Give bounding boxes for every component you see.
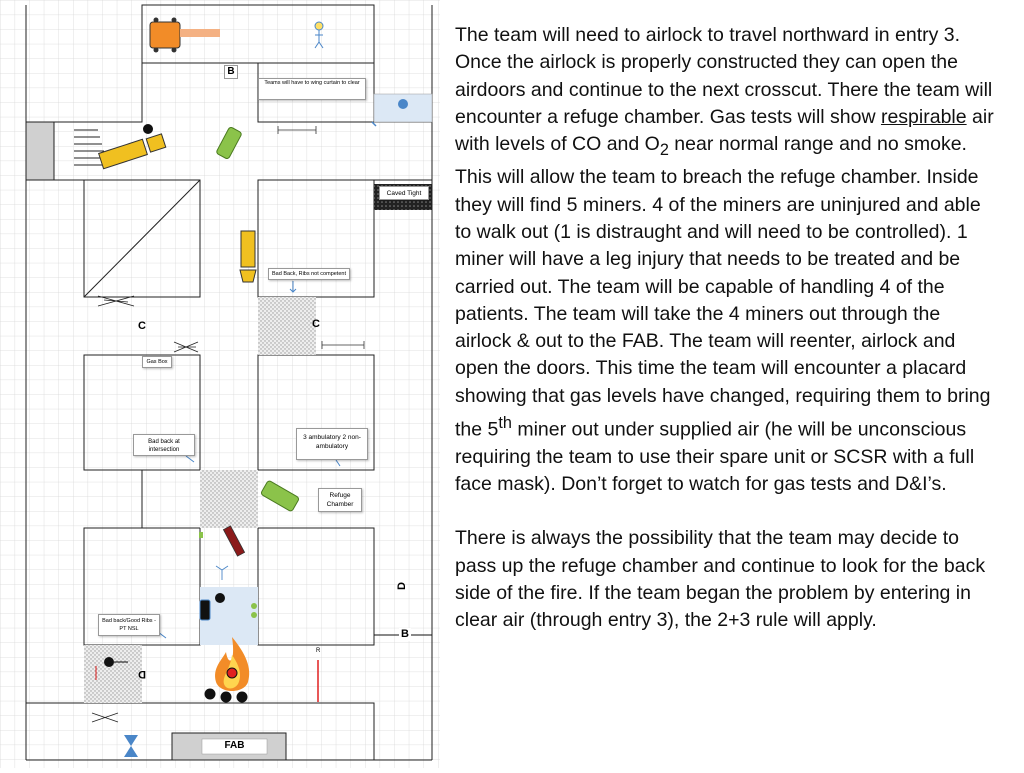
- green-dot-2: [251, 612, 257, 618]
- scenario-paragraph-1: [455, 22, 1000, 498]
- label-b-right: B: [399, 628, 411, 641]
- rubble-zone-2: [200, 470, 258, 528]
- note-curtain: Teams will have to wing curtain to clear: [258, 78, 366, 100]
- green-marker: [199, 532, 203, 538]
- miner-head-lower: [104, 657, 114, 667]
- note-bad-back-good-ribs: Bad back/Good Ribs - PT NSL: [98, 614, 160, 636]
- mine-map: [0, 0, 440, 768]
- yellow-vehicle-2: [240, 231, 256, 282]
- mine-map-drawing: [0, 0, 440, 768]
- label-c-left: C: [138, 320, 146, 332]
- note-caved-tight: Caved Tight: [379, 186, 429, 200]
- rubble-zone-1: [258, 297, 316, 355]
- shaded-block: [26, 122, 54, 180]
- scenario-description: [455, 22, 1000, 635]
- rubble-zone-3: [84, 645, 142, 703]
- label-fab: FAB: [224, 740, 245, 751]
- label-c-right: C: [312, 318, 320, 330]
- label-d-right: D: [395, 582, 408, 590]
- p1-text-a: The team will need to airlock to travel northward in entry 3. Once the airlock is properly constructed they can open the airdoors and continue to the next crosscut. There the team will encounter a refuge chamber. Gas tests will show: [455, 24, 993, 128]
- p1-underlined: respirable: [880, 105, 967, 128]
- blue-marker: [398, 99, 408, 109]
- label-b-top: B: [224, 65, 238, 79]
- p1-superscript: th: [498, 414, 512, 433]
- p1-subscript: 2: [659, 141, 669, 160]
- green-dot-1: [251, 603, 257, 609]
- note-bad-back-intersection: Bad back at intersection: [133, 434, 195, 456]
- miner-head-mid: [215, 593, 225, 603]
- phone-object: [200, 600, 210, 620]
- note-refuge-chamber: Refuge Chamber: [318, 488, 362, 512]
- p1-text-d: miner out under supplied air (he will be unconscious requiring the team to use their spare unit or SCSR with a full face mask). Don’t forget to watch for gas tests and D&I’s.: [455, 418, 975, 496]
- note-bad-back-ribs: Bad Back, Ribs not competent: [268, 268, 350, 280]
- note-ambulatory: 3 ambulatory 2 non-ambulatory: [296, 428, 368, 460]
- p1-text-c: near normal range and no smoke. This will allow the team to breach the refuge chamber. Inside they will find 5 miners. 4 of the miners are uninjured and able to walk out (1 is distraught and will need to be controlled). 1 miner will have a leg injury that needs to be treated and be carried out. The team will be capable of handling 4 of the patients. The team will take the 4 miners out through the airlock & out to the FAB. The team will reenter, airlock and open the doors. This time the team will encounter a placard showing that gas levels have changed, requiring them to bring the 5: [455, 133, 991, 441]
- p1-text-b: air with levels of CO and O: [455, 105, 994, 156]
- label-d-left: D: [138, 668, 146, 680]
- scenario-paragraph-2: There is always the possibility that the team may decide to pass up the refuge chamber and continue to look for the back side of the fire. If the team began the problem by entering in clear air (through entry 3), the 2+3 rule will apply.: [455, 527, 986, 632]
- label-r: R: [316, 648, 321, 654]
- note-gas-box: Gas Box: [142, 356, 172, 368]
